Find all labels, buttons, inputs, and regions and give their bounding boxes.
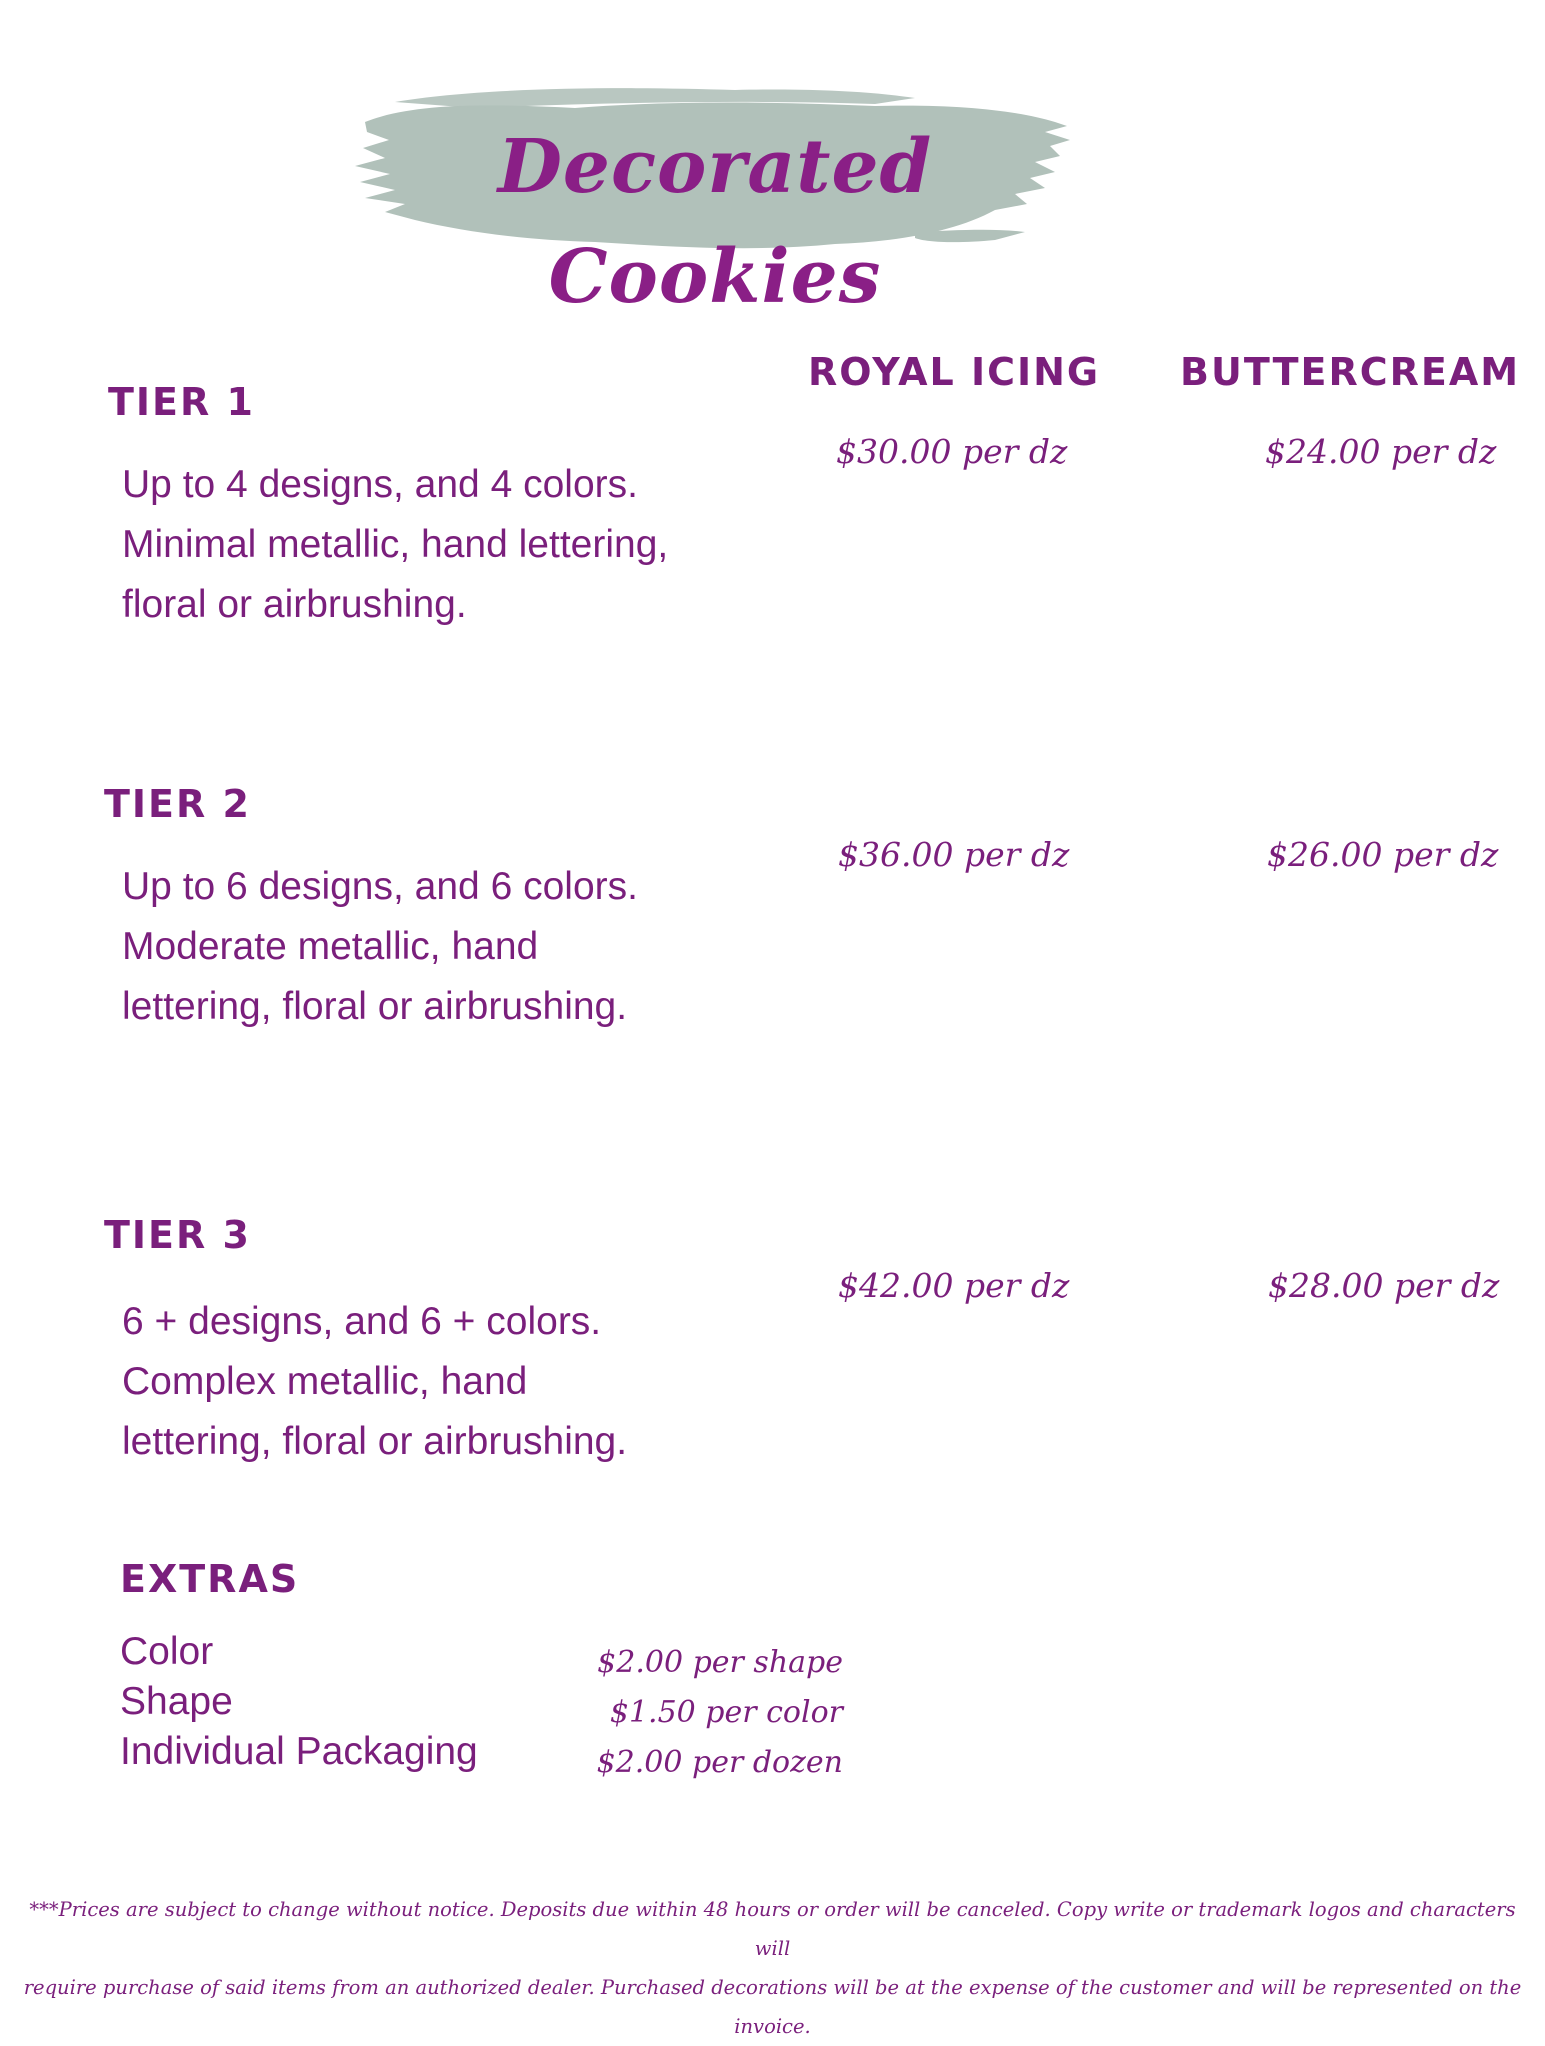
page-title: Decorated Cookies bbox=[497, 124, 933, 320]
tier-2-description bbox=[122, 857, 742, 1037]
tier-2-line-3: lettering, floral or airbrushing. bbox=[122, 985, 628, 1028]
tier-3-buttercream-price: $28.00 per dz bbox=[1268, 1266, 1500, 1305]
tier-1-line-1: Up to 4 designs, and 4 colors. bbox=[122, 463, 638, 506]
extras-item-shape-label: Shape bbox=[120, 1680, 233, 1723]
tier-2-royal-icing-price: $36.00 per dz bbox=[838, 835, 1070, 874]
extras-item-color-label: Color bbox=[120, 1630, 214, 1673]
tier-3-line-1: 6 + designs, and 6 + colors. bbox=[122, 1300, 602, 1343]
tier-1-heading: TIER 1 bbox=[108, 380, 255, 424]
royal-icing-column-header: ROYAL ICING bbox=[808, 350, 1101, 394]
extras-labels bbox=[120, 1627, 478, 1777]
buttercream-column-header: BUTTERCREAM bbox=[1180, 350, 1521, 394]
tier-1-line-3: floral or airbrushing. bbox=[122, 583, 467, 626]
tier-3-line-2: Complex metallic, hand bbox=[122, 1360, 528, 1403]
footnote bbox=[20, 1890, 1525, 2046]
extras-item-packaging-price: $2.00 per dozen bbox=[596, 1745, 843, 1780]
tier-1-description bbox=[122, 455, 742, 635]
tier-1-royal-icing-price: $30.00 per dz bbox=[836, 432, 1068, 471]
tier-1-line-2: Minimal metallic, hand lettering, bbox=[122, 523, 669, 566]
tier-3-royal-icing-price: $42.00 per dz bbox=[838, 1266, 1070, 1305]
footnote-line-1: ***Prices are subject to change without notice. Deposits due within 48 hours or order will be canceled. Copy write or trademark logos and characters will bbox=[29, 1898, 1516, 1960]
extras-prices bbox=[560, 1638, 843, 1788]
extras-heading: EXTRAS bbox=[120, 1557, 300, 1601]
tier-2-line-1: Up to 6 designs, and 6 colors. bbox=[122, 865, 638, 908]
tier-2-buttercream-price: $26.00 per dz bbox=[1267, 835, 1499, 874]
extras-item-color-price: $2.00 per shape bbox=[597, 1645, 843, 1680]
tier-3-heading: TIER 3 bbox=[104, 1213, 251, 1257]
tier-3-description bbox=[122, 1292, 742, 1472]
tier-2-heading: TIER 2 bbox=[104, 782, 251, 826]
tier-2-line-2: Moderate metallic, hand bbox=[122, 925, 539, 968]
tier-1-buttercream-price: $24.00 per dz bbox=[1265, 432, 1497, 471]
extras-item-shape-price: $1.50 per color bbox=[609, 1695, 843, 1730]
extras-item-packaging-label: Individual Packaging bbox=[120, 1730, 478, 1773]
tier-3-line-3: lettering, floral or airbrushing. bbox=[122, 1420, 628, 1463]
footnote-line-2: require purchase of said items from an authorized dealer. Purchased decorations will be at the expense of the customer and will be represented on the invoice. bbox=[23, 1976, 1522, 2038]
